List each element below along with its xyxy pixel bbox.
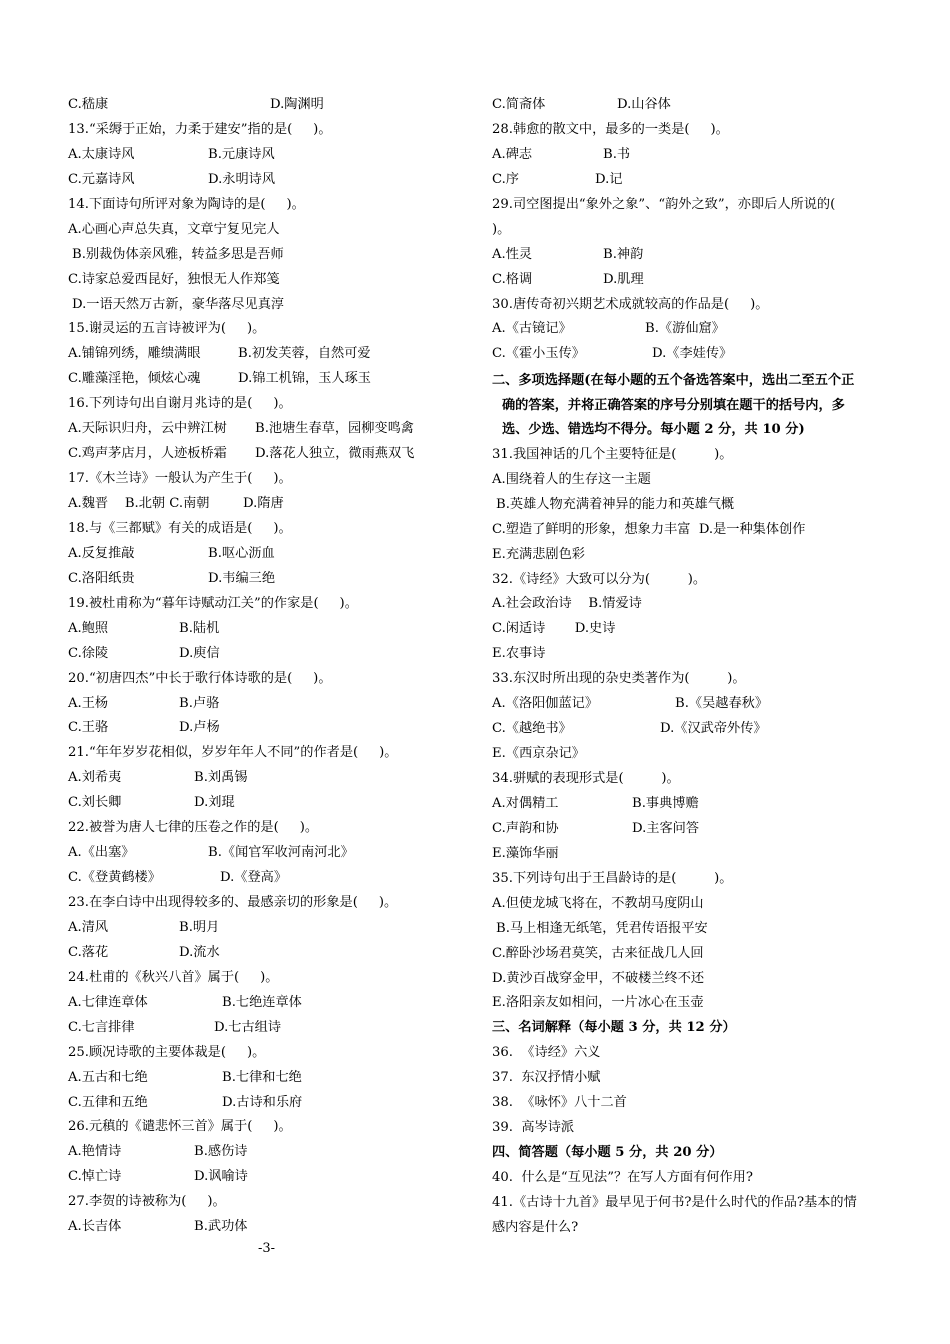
text-line: [492, 817, 894, 842]
text-line: 19.被杜甫称为“暮年诗赋动江关”的作家是( )。: [68, 595, 358, 611]
text-line: 25.顾况诗歌的主要体裁是( )。: [68, 1044, 266, 1060]
text-line: [68, 692, 440, 717]
option-text: C.刘长卿: [68, 795, 122, 811]
text-line: 15.谢灵运的五言诗被评为( )。: [68, 321, 266, 337]
text-line: 24.杜甫的《秋兴八首》属于( )。: [68, 969, 279, 985]
option-text: B.初发芙蓉，自然可爱: [238, 346, 371, 362]
text-line: 感内容是什么?: [492, 1219, 579, 1235]
option-text: B.陆机: [179, 620, 220, 636]
option-text: C.王骆: [68, 720, 109, 736]
option-text: B.《闻官军收河南河北》: [208, 845, 354, 861]
text-line: 13.“采缛于正始，力柔于建安”指的是( )。: [68, 121, 332, 137]
option-text: A.太康诗风: [68, 146, 135, 162]
option-text: A.五古和七绝: [68, 1069, 148, 1085]
text-line: A.社会政治诗 B.情爱诗: [492, 596, 642, 612]
text-line: A.心画心声总失真，文章宁复见完人: [68, 221, 280, 237]
text-line: [68, 1140, 440, 1165]
text-line: )。: [492, 221, 511, 237]
text-line: [68, 991, 440, 1016]
text-line: 23.在李白诗中出现得较多的、最感亲切的形象是( )。: [68, 895, 398, 910]
text-line: 33.东汉时所出现的杂史类著作为( )。: [492, 671, 746, 687]
option-text: A.清风: [68, 919, 109, 935]
text-line: [68, 168, 440, 193]
text-line: 31.我国神话的几个主要特征是( )。: [492, 446, 733, 462]
option-text: A.天际识归舟，云中辨江树: [68, 421, 227, 437]
text-line: [68, 766, 440, 791]
text-line: 40. 什么是“互见法”？在写人方面有何作用?: [492, 1170, 753, 1185]
option-text: C.声韵和协: [492, 820, 559, 836]
text-line: E.《西京杂记》: [492, 746, 585, 762]
text-line: 29.司空图提出“象外之象”、“韵外之致”，亦即后人所说的(: [492, 196, 836, 212]
option-text: A.对偶精工: [492, 795, 559, 811]
option-text: D.肌理: [603, 271, 644, 287]
option-text: B.七律和七绝: [222, 1069, 302, 1085]
option-text: B.《游仙窟》: [645, 321, 725, 337]
text-line: [68, 342, 440, 367]
option-text: B.事典博赡: [632, 795, 699, 811]
option-text: D.流水: [179, 944, 220, 960]
text-line: 32.《诗经》大致可以分为( )。: [492, 571, 707, 587]
text-line: 34.骈赋的表现形式是( )。: [492, 771, 680, 786]
option-text: B.呕心沥血: [208, 545, 275, 561]
text-line: E.充满悲剧色彩: [492, 546, 585, 562]
text-line: [68, 1091, 440, 1116]
section-heading: 三、名词解释（每小题 3 分，共 12 分）: [492, 1020, 736, 1036]
text-line: B.马上相逢无纸笔，凭君传语报平安: [496, 920, 708, 936]
text-line: [68, 567, 440, 592]
option-text: C.七言排律: [68, 1019, 135, 1035]
text-line: 36. 《诗经》六义: [492, 1045, 601, 1061]
option-text: C.《越绝书》: [492, 721, 572, 737]
option-text: B.卢骆: [179, 695, 220, 711]
text-line: [492, 717, 894, 742]
option-text: B.感伤诗: [194, 1144, 248, 1160]
option-text: C.鸡声茅店月，人迹板桥霜: [68, 446, 227, 462]
option-text: B.七绝连章体: [222, 994, 302, 1010]
text-line: [68, 941, 440, 966]
text-line: 22.被誉为唐人七律的压卷之作的是( )。: [68, 820, 319, 836]
text-line: [68, 642, 440, 667]
text-line: [492, 792, 894, 817]
option-text: B.刘禹锡: [194, 770, 248, 786]
right-column: [492, 93, 894, 1241]
option-text: C.悼亡诗: [68, 1169, 122, 1185]
text-line: E.农事诗: [492, 646, 546, 662]
option-text: C.《登黄鹤楼》: [68, 870, 161, 886]
option-text: A.艳情诗: [68, 1144, 122, 1160]
text-line: [492, 143, 894, 168]
option-text: B.神韵: [603, 246, 644, 262]
section-2-heading: [492, 369, 894, 443]
text-line: [68, 916, 440, 941]
option-text: D.讽喻诗: [194, 1169, 248, 1185]
option-text: D.主客问答: [632, 820, 700, 836]
option-text: A.长吉体: [68, 1219, 122, 1235]
option-text: C.徐陵: [68, 645, 109, 661]
text-line: A.围绕着人的生存这一主题: [492, 471, 651, 487]
option-text: C.嵇康: [68, 97, 109, 112]
option-text: A.性灵: [492, 246, 533, 262]
option-text: D.刘琨: [194, 795, 235, 811]
text-line: A.但使龙城飞将在，不教胡马度阴山: [492, 895, 704, 911]
option-text: C.格调: [492, 271, 533, 287]
option-text: D.古诗和乐府: [222, 1094, 303, 1110]
option-text: D.山谷体: [617, 97, 671, 112]
text-line: 27.李贺的诗被称为( )。: [68, 1194, 226, 1210]
text-line: [68, 1215, 440, 1240]
text-line: 39. 高岑诗派: [492, 1120, 575, 1136]
section-heading: 四、简答题（每小题 5 分，共 20 分）: [492, 1145, 723, 1161]
option-text: C.元嘉诗风: [68, 171, 135, 187]
option-text: D.锦工机锦，玉人琢玉: [238, 371, 371, 387]
text-line: [68, 866, 440, 891]
text-line: 16.下列诗句出自谢月兆诗的是( )。: [68, 396, 292, 412]
option-text: D.《李娃传》: [652, 346, 733, 362]
option-text: D.永明诗风: [208, 171, 276, 187]
option-text: D.卢杨: [179, 720, 220, 736]
text-line: [492, 243, 894, 268]
option-text: C.《霍小玉传》: [492, 346, 585, 362]
text-line: [68, 1165, 440, 1190]
option-text: C.简斋体: [492, 97, 546, 112]
option-text: D.韦编三绝: [208, 570, 276, 586]
option-text: A.碑志: [492, 146, 533, 162]
text-line: [492, 268, 894, 293]
text-line: E.洛阳亲友如相问，一片冰心在玉壶: [492, 995, 704, 1011]
left-column: [68, 93, 440, 1240]
text-line: C.诗家总爱西昆好，独恨无人作郑笺: [68, 271, 280, 287]
text-line: D.一语天然万古新，豪华落尽见真淳: [72, 296, 285, 312]
text-line: [68, 791, 440, 816]
right-column-part-2: [492, 443, 894, 1241]
section-2-heading-line-3: 选、少选、错选均不得分。每小题 2 分，共 10 分): [502, 422, 805, 438]
section-2-heading-line-1: 二、多项选择题(在每小题的五个备选答案中，选出二至五个正: [492, 373, 855, 389]
text-line: E.藻饰华丽: [492, 845, 559, 861]
text-line: C.塑造了鲜明的形象，想象力丰富 D.是一种集体创作: [492, 521, 806, 537]
text-line: A.魏晋 B.北朝 C.南朝 D.隋唐: [68, 496, 284, 511]
option-text: D.陶渊明: [270, 97, 324, 112]
text-line: [68, 716, 440, 741]
text-line: [68, 1066, 440, 1091]
text-line: 21.“年年岁岁花相似，岁岁年年人不同”的作者是( )。: [68, 745, 398, 761]
text-line: [68, 367, 440, 392]
option-text: C.五律和五绝: [68, 1094, 148, 1110]
text-line: [492, 317, 894, 342]
section-2-heading-line-2: 确的答案，并将正确答案的序号分别填在题干的括号内，多: [502, 397, 845, 413]
option-text: D.记: [595, 171, 623, 187]
option-text: D.落花人独立，微雨燕双飞: [255, 446, 415, 462]
option-text: B.武功体: [194, 1219, 248, 1235]
text-line: [68, 93, 440, 118]
page-number: -3-: [258, 1241, 276, 1256]
option-text: A.铺锦列绣，雕缋满眼: [68, 346, 201, 362]
option-text: A.七律连章体: [68, 994, 148, 1010]
text-line: 14.下面诗句所评对象为陶诗的是( )。: [68, 196, 305, 212]
option-text: A.鲍照: [68, 620, 109, 636]
text-line: 35.下列诗句出于王昌龄诗的是( )。: [492, 870, 733, 886]
text-line: 30.唐传奇初兴期艺术成就较高的作品是( )。: [492, 296, 769, 312]
text-line: 37. 东汉抒情小赋: [492, 1070, 601, 1086]
text-line: 26.元稹的《谴悲怀三首》属于( )。: [68, 1119, 292, 1135]
option-text: C.洛阳纸贵: [68, 570, 135, 586]
text-line: [68, 617, 440, 642]
option-text: B.《吴越春秋》: [675, 696, 769, 712]
text-line: C.闲适诗 D.史诗: [492, 621, 616, 637]
option-text: C.雕藻淫艳，倾炫心魂: [68, 371, 201, 387]
option-text: A.王杨: [68, 695, 109, 711]
option-text: B.池塘生春草，园柳变鸣禽: [255, 421, 414, 437]
text-line: 17.《木兰诗》一般认为产生于( )。: [68, 471, 292, 487]
option-text: A.《出塞》: [68, 845, 135, 861]
option-text: B.明月: [179, 919, 220, 935]
option-text: A.《洛阳伽蓝记》: [492, 696, 599, 712]
option-text: D.庾信: [179, 645, 220, 661]
option-text: D.七古组诗: [214, 1019, 282, 1035]
option-text: B.书: [603, 146, 631, 162]
text-line: [492, 93, 894, 118]
text-line: [492, 342, 894, 367]
text-line: 18.与《三都赋》有关的成语是( )。: [68, 520, 292, 536]
option-text: C.落花: [68, 944, 109, 960]
text-line: 41.《古诗十九首》最早见于何书?是什么时代的作品?基本的情: [492, 1194, 857, 1210]
option-text: D.《汉武帝外传》: [660, 721, 767, 737]
text-line: B.英雄人物充满着神异的能力和英雄气概: [496, 496, 735, 512]
text-line: [68, 417, 440, 442]
text-line: [68, 442, 440, 467]
text-line: [492, 692, 894, 717]
option-text: A.《古镜记》: [492, 321, 572, 337]
option-text: A.刘希夷: [68, 770, 122, 786]
right-column-part-1: [492, 93, 894, 367]
text-line: D.黄沙百战穿金甲，不破楼兰终不还: [492, 970, 705, 986]
text-line: [492, 168, 894, 193]
option-text: A.反复推敲: [68, 545, 135, 561]
text-line: 20.“初唐四杰”中长于歌行体诗歌的是( )。: [68, 670, 332, 686]
text-line: [68, 542, 440, 567]
option-text: D.《登高》: [220, 870, 288, 886]
option-text: C.序: [492, 171, 519, 187]
text-line: C.醉卧沙场君莫笑，古来征战几人回: [492, 945, 704, 961]
text-line: B.别裁伪体亲风雅，转益多思是吾师: [72, 246, 284, 262]
text-line: 28.韩愈的散文中，最多的一类是( )。: [492, 121, 729, 137]
text-line: [68, 841, 440, 866]
text-line: [68, 1016, 440, 1041]
text-line: [68, 143, 440, 168]
text-line: 38. 《咏怀》八十二首: [492, 1095, 627, 1111]
option-text: B.元康诗风: [208, 146, 275, 162]
